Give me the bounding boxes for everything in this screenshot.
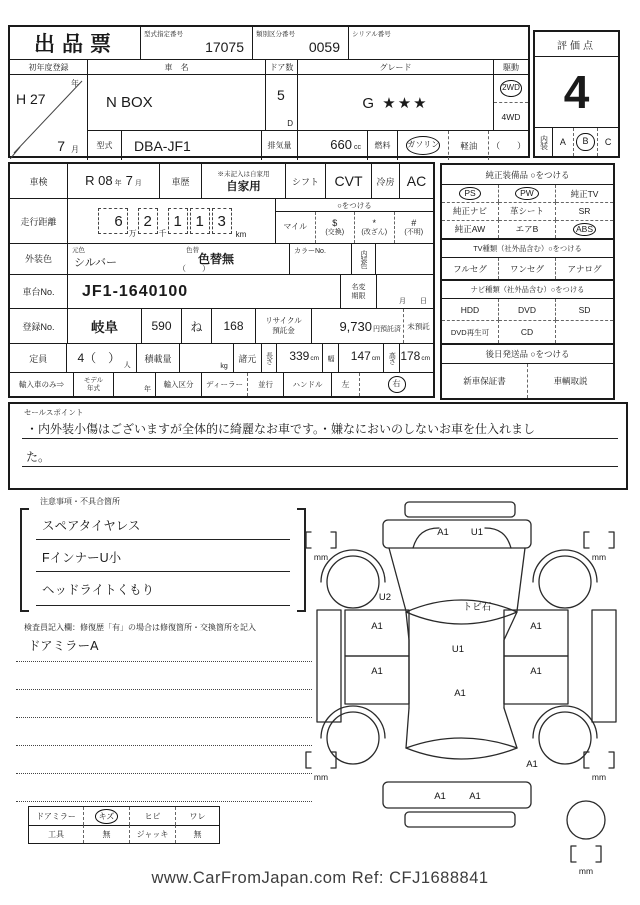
mark-unknown (394, 212, 434, 242)
reg-number: 168 (212, 309, 256, 342)
right-rear-door (504, 656, 568, 704)
inspector-line-5 (16, 746, 312, 774)
cond-jack-none: 無 (175, 825, 219, 843)
headlight-left (413, 528, 439, 548)
mm-label-3: mm (313, 772, 329, 782)
rear-panel (383, 782, 531, 808)
height-label: 高さ (388, 352, 396, 365)
import-row (10, 373, 433, 396)
title-row (10, 27, 528, 60)
measure-bracket-rear-left (306, 752, 336, 782)
c-pillar-left (406, 708, 409, 748)
interior-b: B (576, 133, 594, 151)
shaken-row (10, 164, 433, 199)
drive-4wd: 4WD (501, 111, 521, 122)
doors-value: 5 (277, 87, 285, 103)
rear-panel-a1-right: A1 (469, 791, 481, 802)
spare-tire (567, 801, 605, 839)
notes-header: 注意事項・不具合箇所 (40, 497, 120, 506)
handle-left: 左 (332, 373, 360, 396)
left-rear-door (345, 656, 409, 704)
cond-scratch-text: キズ (95, 809, 119, 824)
sales-line-2: た。 (22, 446, 618, 467)
handle-right-option (360, 373, 433, 396)
roof-edge-right (504, 612, 517, 708)
inspector-header: 検査員記入欄：修復歴「有」の場合は修復箇所・交換箇所を記入 (24, 623, 256, 632)
cond-tools-none: 無 (83, 825, 129, 843)
odo-digit-5: 3 (212, 208, 232, 234)
cond-scratch (83, 807, 129, 825)
equip-tv: 純正TV (570, 188, 599, 199)
tv-grid (442, 258, 613, 279)
mark-dollar: $ (332, 218, 338, 229)
cond-break: ワレ (175, 807, 219, 825)
dealer-option: ディーラー (202, 373, 248, 396)
spec-label: 諸元 (234, 344, 262, 373)
class-section-value: 0059 (308, 39, 340, 55)
handle-label: ハンドル (284, 373, 332, 396)
serial-cell (348, 27, 528, 59)
score-label: 評価点 (535, 32, 618, 57)
shaken-label: 車検 (10, 164, 68, 198)
headlight-right (485, 528, 511, 548)
load-label: 積載量 (137, 344, 181, 373)
navi-sd: SD (578, 304, 591, 315)
displacement-label: 排気量 (262, 131, 298, 160)
navi-grid (442, 299, 613, 343)
fuel-other: （ ） (491, 140, 526, 151)
year-unit: 年 (71, 79, 79, 88)
width-label-cell (323, 344, 339, 373)
front-bumper-a1: A1 (437, 527, 449, 538)
length-value: 339 (289, 348, 310, 363)
roof-u1: U1 (451, 644, 465, 655)
fuel-label: 燃料 (368, 131, 398, 160)
capacity-label: 定員 (10, 344, 67, 373)
front-top-strip (405, 502, 515, 517)
navi-empty (556, 320, 613, 343)
type-designation-label: 型式指定番号 (144, 31, 183, 38)
vehicle-detail-table (8, 162, 435, 398)
first-reg-cell (10, 75, 88, 160)
width-value: 147 (350, 348, 371, 363)
navi-section (442, 279, 613, 343)
note-item-2: FインナーU小 (36, 548, 290, 572)
name-change-label-1: 名変 (351, 283, 366, 291)
mark-star-note: (改ざん) (361, 228, 388, 236)
recycle-amount-cell (312, 309, 401, 342)
navi-dvd-play: DVD再生可 (442, 320, 499, 343)
height-cell (400, 344, 433, 373)
note-item-1: スペアタイヤレス (36, 516, 290, 540)
equip-abs-text: ABS (573, 223, 596, 236)
equip-airbag: エアB (499, 220, 556, 238)
interior-label-text: 内装 (539, 135, 549, 149)
reg-kana: ね (182, 309, 212, 342)
vehicle-manual: 車輌取説 (553, 376, 588, 386)
grade-label: グレード (298, 60, 494, 75)
recycle-label (256, 309, 312, 342)
cond-jack: ジャッキ (129, 825, 175, 843)
doors-d: D (287, 119, 293, 128)
recycle-label-1: リサイクル (265, 316, 302, 326)
inspector-line-4 (16, 718, 312, 746)
odometer-cell (68, 199, 276, 242)
notes-bracket-left (20, 508, 29, 612)
left-fender-u2: U2 (378, 592, 392, 603)
tv-fullseg: フルセグ (442, 258, 499, 279)
parallel-option: 並行 (248, 373, 284, 396)
drive-2wd-option (494, 75, 528, 103)
cooling-label: 冷房 (372, 164, 400, 198)
mark-cells (276, 212, 433, 242)
odo-digit-2: 2 (138, 208, 158, 234)
equip-ps-text: PS (459, 187, 480, 200)
orig-color-label: 元色 (72, 246, 85, 254)
mark-mile (276, 212, 315, 242)
sales-label: セールスポイント (24, 408, 84, 417)
cooling-value: AC (406, 173, 427, 190)
right-rear-door-a1: A1 (530, 666, 542, 677)
equip-abs (556, 220, 613, 238)
note-item-3: ヘッドライトくもり (36, 580, 290, 606)
rear-bottom-strip (405, 812, 515, 827)
mileage-label: 走行距離 (10, 199, 68, 242)
right-quarter-a1: A1 (526, 759, 538, 770)
navi-dvd: DVD (499, 299, 556, 320)
type-designation-cell (140, 27, 252, 59)
sales-line-1: ・内外装小傷はございますが全体的に綺麗なお車です。・嫌なにおいのしないお車を仕入れまし (22, 418, 618, 439)
load-unit: kg (220, 363, 228, 371)
mark-header: ○をつける (276, 199, 433, 212)
class-section-label: 類別区分番号 (256, 31, 295, 38)
reg-region: 岐阜 (68, 309, 142, 342)
recycle-label-2: 預託金 (272, 326, 295, 336)
car-name-label: 車 名 (88, 60, 266, 75)
left-rear-door-a1: A1 (371, 666, 383, 677)
registration-row (10, 60, 528, 160)
shaken-year-unit: 年 (114, 180, 122, 187)
inspector-line-6 (16, 774, 312, 802)
class-section-cell (252, 27, 348, 59)
reg-no-row (10, 309, 433, 343)
windshield (406, 600, 517, 624)
length-unit: cm (310, 354, 320, 362)
reg-no-label: 登録No. (10, 309, 68, 342)
drive-label: 駆動 (494, 60, 528, 75)
ship-header: 後日発送品 ○をつける (442, 345, 613, 364)
equip-pw-text: PW (515, 187, 539, 200)
navi-header: ナビ種類（社外品含む）○をつける (442, 281, 613, 299)
odo-man: 万 (128, 228, 137, 238)
interior-grade-row (535, 127, 618, 156)
height-value: 178 (400, 348, 421, 363)
fuel-gasoline-option (398, 131, 449, 160)
condition-table (28, 806, 220, 844)
measure-bracket-front-right (584, 532, 614, 562)
car-name-value: N BOX (88, 75, 266, 130)
front-left-fender (321, 550, 385, 582)
front-bumper (383, 520, 531, 548)
capacity-row (10, 344, 433, 374)
mark-dollar-note: (交換) (325, 228, 345, 236)
color-no-cell (290, 244, 352, 274)
c-pillar-right (504, 708, 517, 748)
model-year-label-1: モデル (83, 376, 104, 384)
left-side-strip (317, 610, 341, 722)
equip-aw: 純正AW (442, 220, 499, 238)
load-cell (180, 344, 233, 373)
front-right-wheel (539, 556, 591, 608)
sales-point-box (8, 402, 628, 490)
length-label-cell (262, 344, 278, 373)
doors-cell (266, 75, 298, 130)
type-designation-value: 17075 (205, 39, 244, 55)
repaint-label: 色替 (186, 246, 199, 254)
inspector-line-2 (16, 662, 312, 690)
inspector-entry: ドアミラーA (16, 636, 312, 662)
odo-digit-1: 6 (98, 208, 128, 234)
right-front-door-a1: A1 (530, 621, 542, 632)
history-note: ※未記入は自家用 (217, 170, 270, 178)
mark-star: * (372, 218, 376, 229)
ext-color-label: 外装色 (10, 244, 68, 274)
cond-tools: 工具 (29, 825, 83, 843)
interior-label (535, 128, 553, 156)
shift-label: シフト (286, 164, 326, 198)
handle-right: 右 (388, 376, 406, 392)
odo-sen: 千 (158, 228, 167, 238)
chassis-label: 車台No. (10, 275, 68, 308)
rear-panel-a1-left: A1 (434, 791, 446, 802)
color-no-label: カラーNo. (294, 247, 326, 255)
name-change-label-2: 期限 (351, 292, 366, 300)
footer-credit: www.CarFromJapan.com Ref: CFJ1688841 (151, 869, 489, 887)
history-label: 車歴 (160, 164, 202, 198)
rear-right-wheel (539, 712, 591, 764)
left-front-door-a1: A1 (371, 621, 383, 632)
length-cell (277, 344, 323, 373)
right-side-strip (592, 610, 616, 722)
rear-left-wheel (327, 712, 379, 764)
a-pillar-right (517, 548, 525, 611)
left-front-door (345, 610, 409, 656)
width-label: 幅 (326, 355, 334, 362)
month-unit: 月 (71, 145, 79, 154)
shaken-month: 7 (125, 173, 133, 188)
mm-label-2: mm (591, 552, 607, 562)
history-value: 自家用 (226, 180, 261, 193)
front-right-fender (533, 550, 597, 582)
mark-hash-note: (不明) (404, 228, 424, 236)
first-reg-year: H 27 (16, 91, 46, 107)
repaint-value: 色替無 (198, 251, 235, 266)
first-reg-label: 初年度登録 (10, 60, 88, 75)
import-label: 輸入車のみ⇒ (10, 373, 74, 396)
ship-section (442, 343, 613, 398)
color-cell (68, 244, 290, 274)
shaken-year: R 08 (85, 173, 113, 188)
rear-window (406, 738, 517, 759)
equip-leather: 革シート (499, 202, 556, 219)
orig-color-value: シルバー (74, 256, 117, 269)
first-reg-month: 7 (57, 138, 65, 154)
interior-b-option (574, 128, 599, 156)
capacity-cell (67, 344, 136, 373)
evaluation-panel (533, 30, 620, 158)
width-unit: cm (371, 354, 381, 362)
equip-navi: 純正ナビ (442, 202, 499, 219)
car-damage-diagram (293, 490, 640, 875)
displacement-cell (298, 131, 368, 160)
int-color-value-cell (376, 244, 433, 274)
cond-door-mirror: ドアミラー (36, 811, 76, 821)
equip-ps (442, 185, 499, 202)
a-pillar-left (389, 548, 406, 611)
exterior-color-row (10, 244, 433, 275)
tv-section (442, 238, 613, 279)
roof-rear-a1: A1 (454, 688, 466, 699)
equip-sr: SR (556, 202, 613, 219)
navi-cd: CD (499, 320, 556, 343)
chassis-value: JF1-1640100 (68, 275, 341, 308)
equip-header: 純正装備品 ○をつける (442, 165, 613, 185)
fuel-options (398, 131, 528, 160)
width-cell (339, 344, 385, 373)
name-change-label (341, 275, 377, 308)
mark-mile-text: マイル (283, 222, 308, 232)
front-bumper-u1: U1 (470, 527, 484, 538)
odo-digit-3: 1 (168, 208, 188, 234)
recycle-unpaid: 未預託 (403, 309, 433, 342)
grade-value: G ★★★ (298, 75, 494, 130)
cond-crack: ヒビ (129, 807, 175, 825)
tv-analog: アナログ (567, 263, 602, 274)
score-value: 4 (563, 66, 590, 118)
rear-right-fender (533, 706, 597, 738)
main-header-box (8, 25, 530, 158)
mark-hash: # (411, 218, 417, 229)
displacement-value: 660 (330, 137, 352, 152)
model-year-label-2: 年式 (87, 384, 100, 392)
mm-label-4: mm (591, 772, 607, 782)
shaken-cell (68, 164, 160, 198)
interior-c: C (604, 137, 612, 147)
odo-digit-4: 1 (190, 208, 210, 234)
model-row (88, 130, 528, 160)
model-year-label (74, 373, 114, 396)
height-label-cell (384, 344, 400, 373)
chassis-row (10, 275, 433, 309)
mm-label-5: mm (578, 866, 594, 875)
fuel-gasoline: ガソリン (406, 136, 440, 154)
doors-label: ドア数 (266, 60, 298, 75)
right-front-door (504, 610, 568, 656)
windshield-stone-chip: トビ石 (462, 602, 492, 613)
inspector-line-3 (16, 690, 312, 718)
equip-grid (442, 185, 613, 238)
mark-tampered (354, 212, 394, 242)
sheet-title: 出品票 (34, 33, 118, 56)
model-year-cell: 年 (114, 373, 156, 396)
mark-exchange (315, 212, 355, 242)
serial-label: シリアル番号 (352, 31, 391, 38)
height-unit: cm (421, 354, 431, 362)
int-color-label-cell (352, 244, 376, 274)
tv-header: TV種類（社外品含む）○をつける (442, 240, 613, 258)
fuel-diesel: 軽油 (449, 131, 489, 160)
ship-items (442, 364, 613, 398)
odo-unit: km (235, 229, 247, 239)
history-cell (202, 164, 286, 198)
mileage-marks (276, 199, 433, 242)
mileage-row (10, 199, 433, 243)
equipment-panel (440, 163, 615, 400)
drive-cell (494, 75, 528, 130)
repaint-paren: （ ） (178, 264, 210, 274)
warranty-book: 新車保証書 (442, 364, 528, 398)
capacity-unit: 人 (123, 362, 131, 370)
displacement-unit: cc (354, 144, 361, 151)
front-left-wheel (327, 556, 379, 608)
name-change-date: 月 日 (399, 298, 427, 306)
interior-a: A (553, 128, 574, 156)
capacity-value: 4（ ） (77, 350, 121, 365)
import-type-label: 輸入区分 (156, 373, 202, 396)
navi-hdd: HDD (442, 299, 499, 320)
reg-class: 590 (142, 309, 182, 342)
shift-value: CVT (326, 164, 372, 198)
measure-bracket-rear-right (584, 752, 614, 782)
model-value: DBA-JF1 (122, 131, 262, 160)
model-label: 型式 (88, 131, 122, 160)
length-label: 長さ (265, 352, 273, 365)
shaken-month-unit: 月 (134, 180, 142, 187)
recycle-amount: 9,730 (339, 319, 372, 335)
mm-label-1: mm (313, 552, 329, 562)
recycle-paid: 円預託済 (373, 326, 401, 334)
drive-2wd: 2WD (500, 80, 522, 96)
equip-pw (499, 185, 556, 202)
int-color-label: 内装色 (360, 249, 367, 268)
tv-oneseg: ワンセグ (499, 258, 556, 279)
